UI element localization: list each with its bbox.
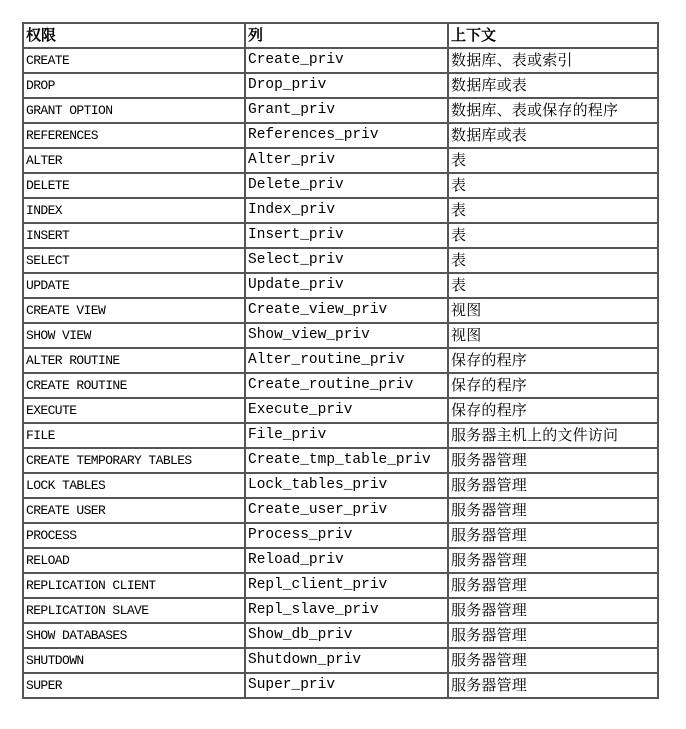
cell-privilege: ALTER ROUTINE [23, 348, 245, 373]
table-row [23, 273, 658, 298]
cell-context: 表 [448, 248, 658, 273]
table-row [23, 323, 658, 348]
cell-column: Create_view_priv [245, 298, 448, 323]
cell-privilege: CREATE TEMPORARY TABLES [23, 448, 245, 473]
header-column: 列 [245, 23, 448, 48]
cell-privilege: GRANT OPTION [23, 98, 245, 123]
table-row [23, 398, 658, 423]
privilege-table-container [22, 22, 659, 699]
table-row [23, 573, 658, 598]
cell-column: Grant_priv [245, 98, 448, 123]
table-row [23, 523, 658, 548]
cell-context: 保存的程序 [448, 348, 658, 373]
cell-column: Drop_priv [245, 73, 448, 98]
table-row [23, 373, 658, 398]
cell-context: 服务器管理 [448, 448, 658, 473]
cell-column: File_priv [245, 423, 448, 448]
table-row [23, 498, 658, 523]
cell-privilege: RELOAD [23, 548, 245, 573]
cell-privilege: DELETE [23, 173, 245, 198]
header-privilege: 权限 [23, 23, 245, 48]
cell-privilege: SELECT [23, 248, 245, 273]
cell-column: Lock_tables_priv [245, 473, 448, 498]
cell-context: 数据库、表或保存的程序 [448, 98, 658, 123]
cell-privilege: SHUTDOWN [23, 648, 245, 673]
cell-context: 视图 [448, 323, 658, 348]
cell-privilege: UPDATE [23, 273, 245, 298]
table-row [23, 198, 658, 223]
table-row [23, 598, 658, 623]
cell-column: Repl_client_priv [245, 573, 448, 598]
cell-privilege: LOCK TABLES [23, 473, 245, 498]
cell-context: 服务器管理 [448, 573, 658, 598]
cell-privilege: EXECUTE [23, 398, 245, 423]
cell-context: 服务器管理 [448, 673, 658, 698]
cell-column: Create_priv [245, 48, 448, 73]
cell-context: 表 [448, 148, 658, 173]
cell-column: Reload_priv [245, 548, 448, 573]
cell-privilege: CREATE USER [23, 498, 245, 523]
cell-column: Alter_routine_priv [245, 348, 448, 373]
cell-column: Create_user_priv [245, 498, 448, 523]
cell-context: 表 [448, 223, 658, 248]
cell-privilege: REFERENCES [23, 123, 245, 148]
table-row [23, 648, 658, 673]
table-row [23, 73, 658, 98]
cell-privilege: REPLICATION SLAVE [23, 598, 245, 623]
cell-privilege: CREATE [23, 48, 245, 73]
cell-column: Update_priv [245, 273, 448, 298]
cell-column: Repl_slave_priv [245, 598, 448, 623]
table-header-row [23, 23, 658, 48]
cell-column: Create_tmp_table_priv [245, 448, 448, 473]
cell-context: 服务器管理 [448, 473, 658, 498]
table-row [23, 148, 658, 173]
cell-column: Index_priv [245, 198, 448, 223]
table-row [23, 98, 658, 123]
table-row [23, 623, 658, 648]
table-row [23, 448, 658, 473]
table-row [23, 173, 658, 198]
cell-context: 数据库或表 [448, 73, 658, 98]
cell-context: 表 [448, 198, 658, 223]
table-row [23, 673, 658, 698]
cell-privilege: SHOW DATABASES [23, 623, 245, 648]
cell-privilege: SUPER [23, 673, 245, 698]
table-row [23, 548, 658, 573]
cell-context: 服务器管理 [448, 598, 658, 623]
cell-privilege: DROP [23, 73, 245, 98]
header-context: 上下文 [448, 23, 658, 48]
cell-column: Alter_priv [245, 148, 448, 173]
cell-privilege: PROCESS [23, 523, 245, 548]
cell-privilege: FILE [23, 423, 245, 448]
table-body [23, 48, 658, 698]
table-row [23, 48, 658, 73]
cell-context: 保存的程序 [448, 373, 658, 398]
cell-column: References_priv [245, 123, 448, 148]
cell-context: 服务器主机上的文件访问 [448, 423, 658, 448]
cell-context: 表 [448, 273, 658, 298]
cell-context: 视图 [448, 298, 658, 323]
cell-context: 服务器管理 [448, 648, 658, 673]
table-row [23, 298, 658, 323]
cell-column: Show_db_priv [245, 623, 448, 648]
cell-context: 数据库、表或索引 [448, 48, 658, 73]
cell-context: 服务器管理 [448, 548, 658, 573]
cell-context: 表 [448, 173, 658, 198]
cell-privilege: CREATE VIEW [23, 298, 245, 323]
cell-column: Execute_priv [245, 398, 448, 423]
cell-context: 服务器管理 [448, 623, 658, 648]
cell-privilege: INSERT [23, 223, 245, 248]
table-row [23, 473, 658, 498]
cell-context: 服务器管理 [448, 498, 658, 523]
cell-privilege: REPLICATION CLIENT [23, 573, 245, 598]
table-row [23, 248, 658, 273]
table-row [23, 423, 658, 448]
cell-column: Select_priv [245, 248, 448, 273]
cell-column: Create_routine_priv [245, 373, 448, 398]
cell-column: Delete_priv [245, 173, 448, 198]
cell-column: Process_priv [245, 523, 448, 548]
cell-column: Insert_priv [245, 223, 448, 248]
cell-context: 服务器管理 [448, 523, 658, 548]
cell-column: Show_view_priv [245, 323, 448, 348]
cell-privilege: ALTER [23, 148, 245, 173]
cell-column: Super_priv [245, 673, 448, 698]
privilege-table [22, 22, 659, 699]
cell-privilege: INDEX [23, 198, 245, 223]
cell-context: 数据库或表 [448, 123, 658, 148]
cell-context: 保存的程序 [448, 398, 658, 423]
table-row [23, 123, 658, 148]
cell-privilege: CREATE ROUTINE [23, 373, 245, 398]
table-row [23, 348, 658, 373]
cell-privilege: SHOW VIEW [23, 323, 245, 348]
table-row [23, 223, 658, 248]
cell-column: Shutdown_priv [245, 648, 448, 673]
